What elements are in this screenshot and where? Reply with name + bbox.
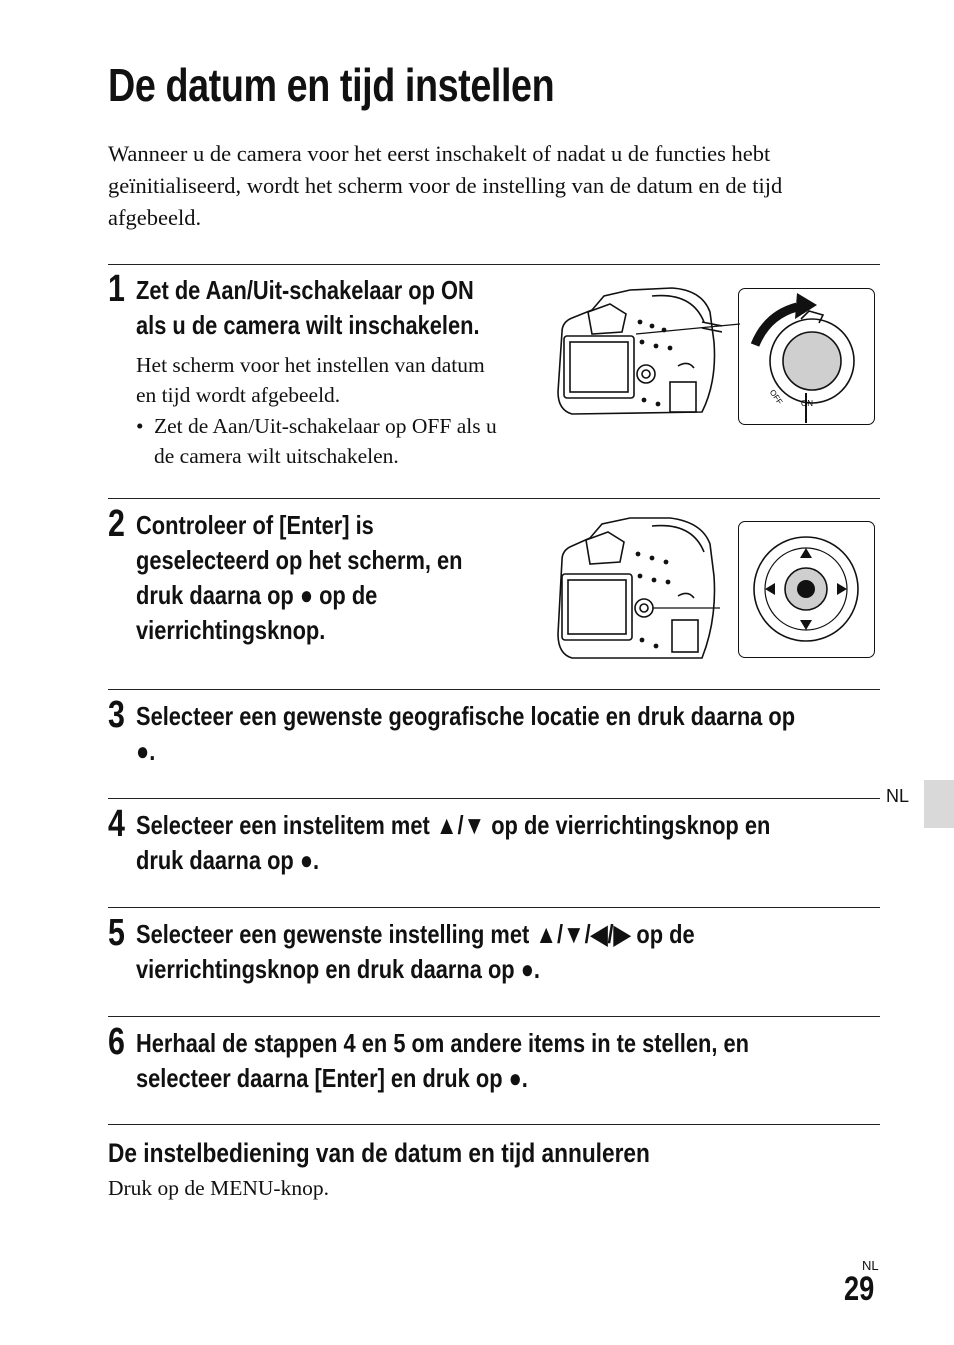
arrow-up-icon (800, 548, 812, 558)
page-title: De datum en tijd instellen (108, 59, 555, 111)
step-heading-line: ●. (136, 736, 156, 766)
step-heading (136, 699, 795, 769)
step-heading-line: geselecteerd op het scherm, en (136, 545, 463, 575)
arrow-left-icon (765, 583, 775, 595)
step-heading (136, 808, 770, 878)
control-wheel-inset (738, 521, 875, 658)
step-heading-line: Herhaal de stappen 4 en 5 om andere items in te stellen, en (136, 1028, 749, 1058)
step-number: 6 (108, 1021, 125, 1063)
section-divider (108, 689, 880, 690)
step-number: 5 (108, 912, 125, 954)
section-divider (108, 498, 880, 499)
section-divider (108, 907, 880, 908)
switch-off-label: OFF (767, 388, 785, 407)
step-heading (136, 508, 463, 648)
section-divider (108, 264, 880, 265)
step-body-line: Het scherm voor het instellen van datum (136, 353, 485, 377)
bullet-line: Zet de Aan/Uit-schakelaar op OFF als u (154, 414, 497, 438)
control-wheel-icon (739, 522, 873, 656)
power-switch-icon (739, 289, 873, 423)
arrow-right-icon (837, 583, 847, 595)
step-heading (136, 917, 695, 987)
intro-line: Wanneer u de camera voor het eerst inschakelt of nadat u de functies hebt (108, 141, 771, 166)
step-heading-line: Selecteer een instelitem met ▲/▼ op de vierrichtingsknop en (136, 810, 771, 840)
arrow-down-icon (800, 620, 812, 630)
cancel-section-heading: De instelbediening van de datum en tijd annuleren (108, 1138, 650, 1168)
section-divider (108, 1124, 880, 1125)
step-heading-line: druk daarna op ● op de (136, 580, 378, 610)
step-heading (136, 1026, 749, 1096)
page-number: 29 (844, 1270, 875, 1308)
bullet-marker: • (136, 414, 144, 438)
step-heading-line: selecteer daarna [Enter] en druk op ●. (136, 1063, 528, 1093)
side-language-label: NL (886, 786, 910, 806)
step-heading-line: Controleer of [Enter] is (136, 510, 374, 540)
intro-line: afgebeeld. (108, 205, 202, 230)
section-divider (108, 1016, 880, 1017)
step-heading-line: Selecteer een gewenste geografische locatie en druk daarna op (136, 701, 796, 731)
cancel-section-text: Druk op de MENU-knop. (108, 1176, 329, 1200)
switch-on-label: ON (801, 399, 813, 408)
side-language-tab (924, 780, 954, 828)
bullet-line: de camera wilt uitschakelen. (154, 444, 399, 468)
step-heading-line: vierrichtingsknop. (136, 615, 326, 645)
step-number: 1 (108, 268, 125, 310)
section-divider (108, 798, 880, 799)
step-heading-line: vierrichtingsknop en druk daarna op ●. (136, 954, 540, 984)
step-body-line: en tijd wordt afgebeeld. (136, 383, 341, 407)
step-body (136, 350, 485, 410)
camera-back-illustration (554, 516, 720, 662)
step-number: 3 (108, 694, 125, 736)
camera-top-illustration (552, 282, 722, 422)
step-heading (136, 273, 480, 343)
intro-line: geïnitialiseerd, wordt het scherm voor de instelling van de datum en de tijd (108, 173, 783, 198)
step-heading-line: Selecteer een gewenste instelling met ▲/▼/◀/▶ op de (136, 919, 695, 949)
bullet-item (154, 411, 497, 471)
step-heading-line: als u de camera wilt inschakelen. (136, 310, 480, 340)
step-number: 2 (108, 503, 125, 545)
step-heading-line: Zet de Aan/Uit-schakelaar op ON (136, 275, 474, 305)
step-number: 4 (108, 803, 125, 845)
callout-line (636, 318, 740, 338)
page-language: NL (862, 1258, 879, 1273)
intro-paragraph (108, 138, 888, 234)
step-heading-line: druk daarna op ●. (136, 845, 320, 875)
power-switch-inset (738, 288, 875, 425)
